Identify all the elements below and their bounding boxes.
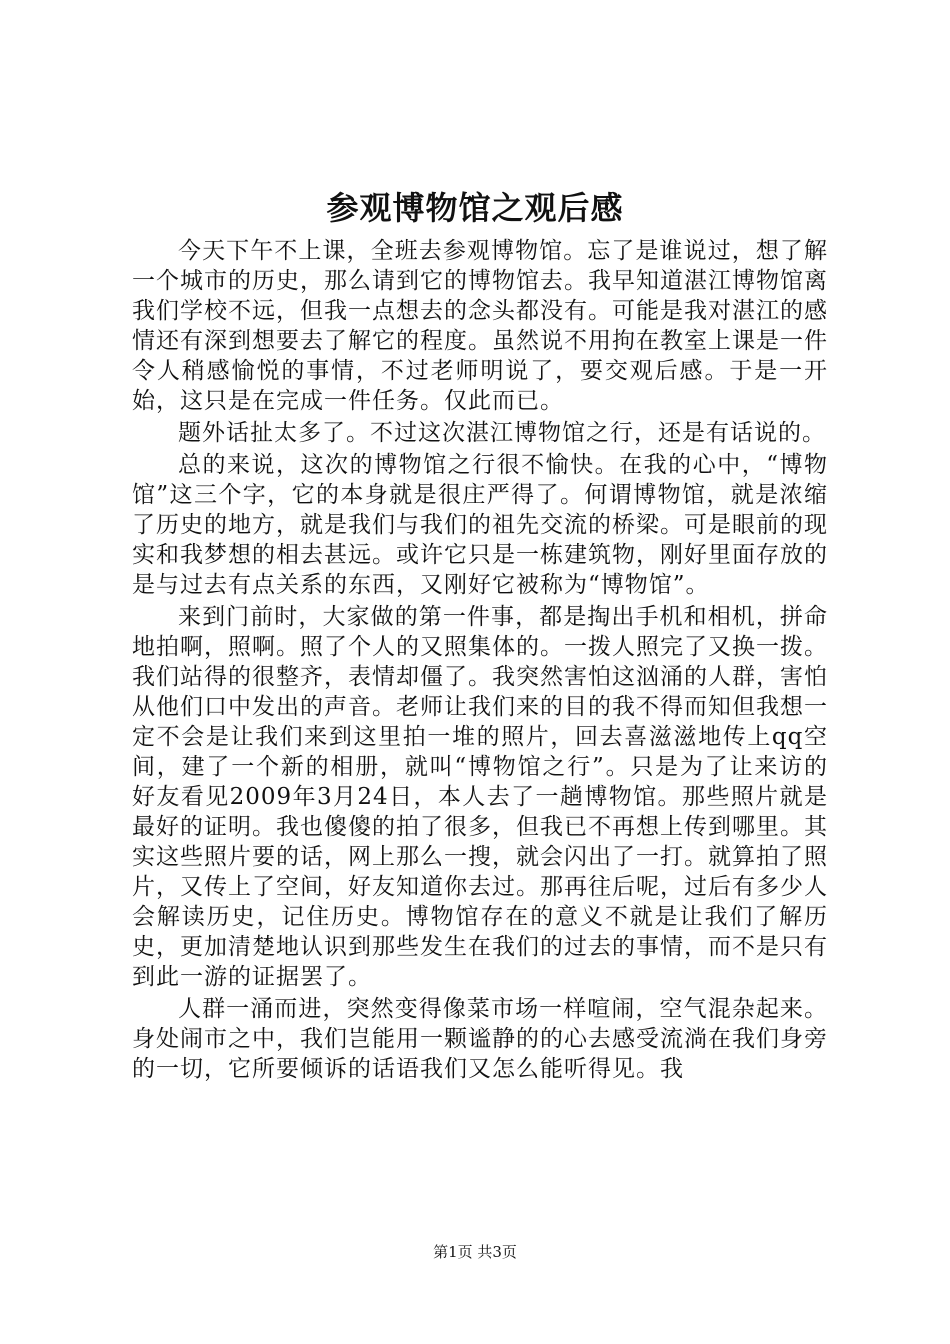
paragraph-3: 总的来说，这次的博物馆之行很不愉快。在我的心中，“博物馆”这三个字，它的本身就是很庄严得了。何谓博物馆，就是浓缩了历史的地方，就是我们与我们的祖先交流的桥梁。可是眼前的现实和我梦想的相去甚远。或许它只是一栋建筑物，刚好里面存放的是与过去有点关系的东西，又刚好它被称为“博物馆”。: [132, 452, 828, 598]
page-number-footer: 第1页 共3页: [433, 1243, 517, 1261]
document-title: 参观博物馆之观后感: [326, 189, 624, 227]
paragraph-5: 人群一涌而进，突然变得像菜市场一样喧闹，空气混杂起来。身处闹市之中，我们岂能用一颗谧静的的心去感受流淌在我们身旁的一切，它所要倾诉的话语我们又怎么能听得见。我: [132, 996, 828, 1082]
paragraph-4: 来到门前时，大家做的第一件事，都是掏出手机和相机，拼命地拍啊，照啊。照了个人的又照集体的。一拨人照完了又换一拨。我们站得的很整齐，表情却僵了。我突然害怕这汹涌的人群，害怕从他们口中发出的声音。老师让我们来的目的我不得而知但我想一定不会是让我们来到这里拍一堆的照片，回去喜滋滋地传上qq空间，建了一个新的相册，就叫“博物馆之行”。只是为了让来访的好友看见2009年3月24日，本人去了一趟博物馆。那些照片就是最好的证明。我也傻傻的拍了很多，但我已不再想上传到哪里。其实这些照片要的话，网上那么一搜，就会闪出了一打。就算拍了照片，又传上了空间，好友知道你去过。那再往后呢，过后有多少人会解读历史，记住历史。博物馆存在的意义不就是让我们了解历史，更加清楚地认识到那些发生在我们的过去的事情，而不是只有到此一游的证据罢了。: [132, 604, 828, 990]
paragraph-2: 题外话扯太多了。不过这次湛江博物馆之行，还是有话说的。: [178, 420, 826, 446]
document-body: [132, 236, 828, 1086]
paragraph-1: 今天下午不上课，全班去参观博物馆。忘了是谁说过，想了解一个城市的历史，那么请到它的博物馆去。我早知道湛江博物馆离我们学校不远，但我一点想去的念头都没有。可能是我对湛江的感情还有深到想要去了解它的程度。虽然说不用拘在教室上课是一件令人稍感愉悦的事情，不过老师明说了，要交观后感。于是一开始，这只是在完成一件任务。仅此而已。: [132, 238, 828, 414]
